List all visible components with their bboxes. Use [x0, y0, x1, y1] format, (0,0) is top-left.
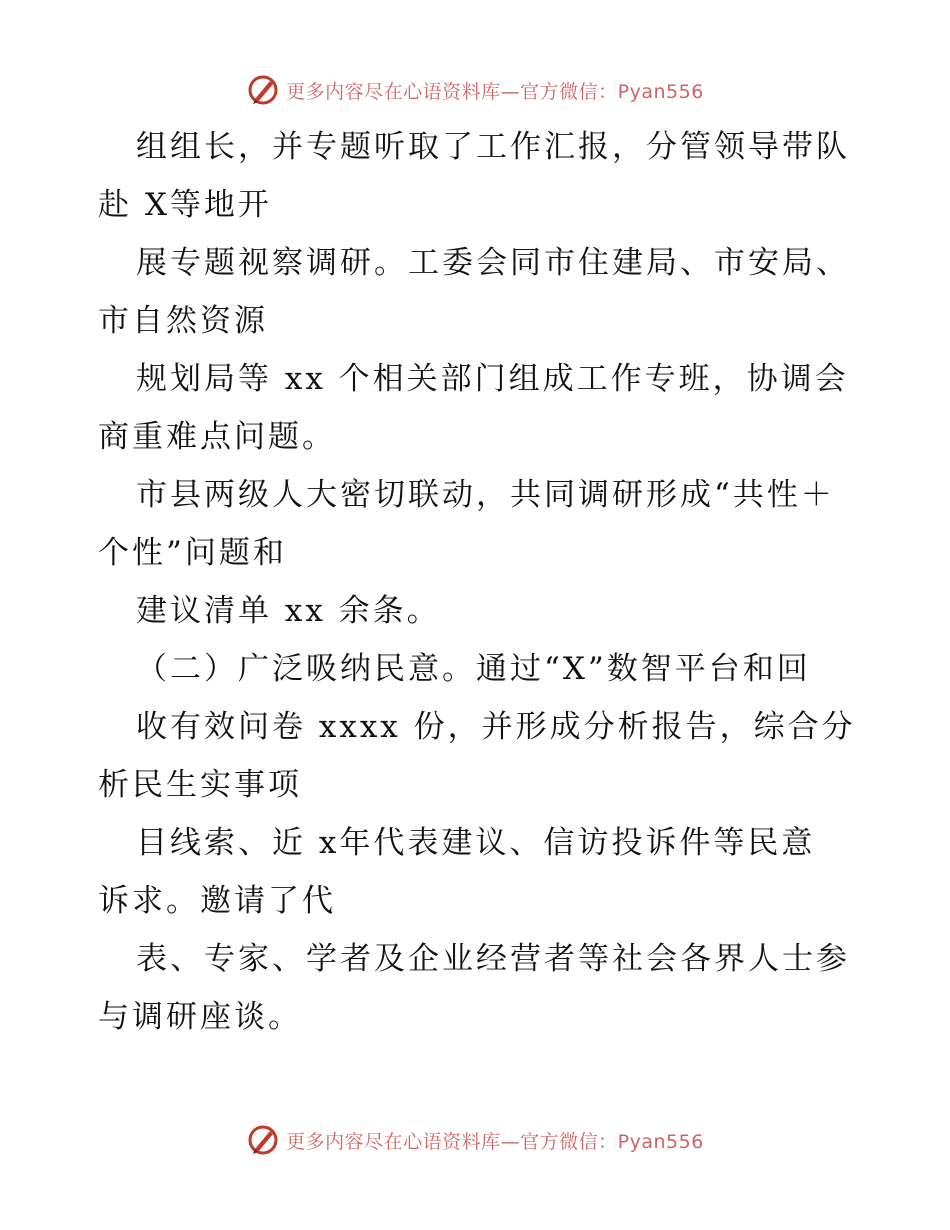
- text-line: 收有效问卷 xxxx 份，并形成分析报告，综合分: [136, 709, 856, 745]
- text-line: 商重难点问题。: [98, 419, 336, 455]
- text-line: 规划局等 xx 个相关部门组成工作专班，协调会: [136, 361, 849, 397]
- text-line: 赴 X等地开: [98, 187, 272, 223]
- text-line: 目线索、近 x年代表建议、信访投诉件等民意: [136, 825, 816, 861]
- text-line: 析民生实事项: [98, 767, 302, 803]
- text-line: 诉求。邀请了代: [98, 883, 336, 919]
- watermark-text: 更多内容尽在心语资料库—官方微信：Pyan556: [286, 80, 704, 103]
- text-line: 建议清单 xx 余条。: [136, 593, 441, 629]
- text-line: 表、专家、学者及企业经营者等社会各界人士参: [136, 941, 850, 977]
- footer-watermark: [0, 1120, 950, 1160]
- pen-circle-logo-icon: [246, 1123, 280, 1157]
- text-line: 展专题视察调研。工委会同市住建局、市安局、: [136, 245, 850, 281]
- text-line: 市自然资源: [98, 303, 268, 339]
- text-line: 个性”问题和: [98, 535, 287, 571]
- pen-circle-logo-icon: [246, 73, 280, 107]
- header-watermark: [0, 70, 950, 110]
- watermark-text: 更多内容尽在心语资料库—官方微信：Pyan556: [286, 1130, 704, 1153]
- text-line: 与调研座谈。: [98, 999, 302, 1035]
- document-body: [98, 118, 868, 1046]
- text-line: （二）广泛吸纳民意。通过“X”数智平台和回: [136, 651, 811, 687]
- text-line: 市县两级人大密切联动，共同调研形成“共性＋: [136, 477, 835, 513]
- text-line: 组组长，并专题听取了工作汇报，分管领导带队: [136, 129, 850, 165]
